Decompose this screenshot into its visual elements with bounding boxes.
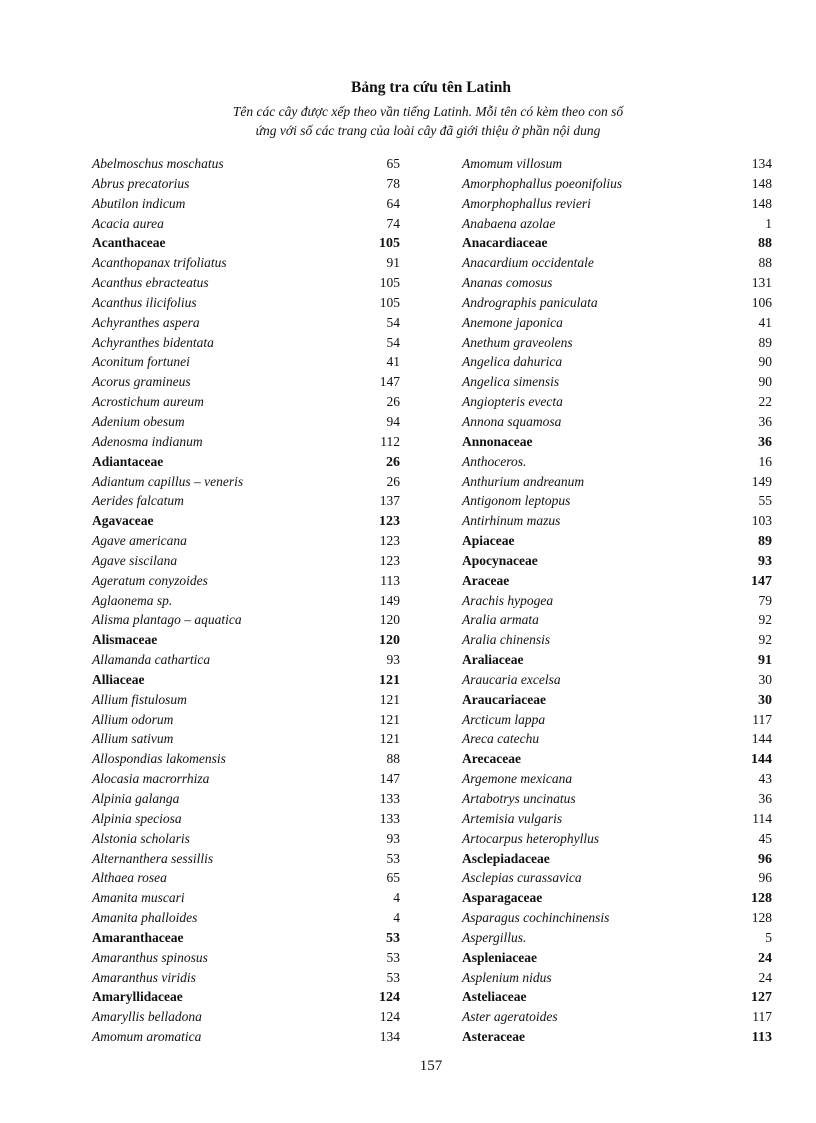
index-entry-family (462, 948, 772, 968)
entry-page: 103 (751, 513, 772, 529)
entry-name: Aster ageratoides (462, 1009, 558, 1025)
index-entry-species (92, 472, 400, 492)
entry-name: Aconitum fortunei (92, 354, 190, 370)
entry-name: Annonaceae (462, 433, 533, 449)
entry-name: Alocasia macrorrhiza (92, 771, 210, 787)
entry-name: Amorphophallus revieri (462, 195, 591, 211)
entry-page: 120 (379, 612, 400, 628)
entry-name: Acrostichum aureum (92, 394, 204, 410)
entry-name: Asplenium nidus (462, 969, 552, 985)
entry-page: 105 (379, 236, 400, 252)
entry-page: 106 (751, 294, 772, 310)
entry-name: Areca catechu (462, 731, 540, 747)
index-entry-species (462, 352, 772, 372)
entry-page: 54 (386, 314, 400, 330)
entry-name: Arachis hypogea (462, 592, 554, 608)
entry-page: 55 (758, 493, 772, 509)
entry-name: Asparagus cochinchinensis (462, 910, 610, 926)
index-entry-species (462, 313, 772, 333)
entry-page: 43 (758, 771, 772, 787)
entry-name: Angelica dahurica (462, 354, 563, 370)
index-entry-species (462, 372, 772, 392)
entry-page: 93 (386, 830, 400, 846)
index-entry-species (462, 392, 772, 412)
entry-name: Amaranthus viridis (92, 969, 196, 985)
index-entry-species (462, 511, 772, 531)
index-entry-species (462, 630, 772, 650)
entry-name: Annona squamosa (462, 413, 562, 429)
entry-page: 88 (386, 751, 400, 767)
index-entry-species (92, 154, 400, 174)
entry-name: Asparagaceae (462, 890, 543, 906)
entry-page: 53 (386, 969, 400, 985)
entry-page: 127 (751, 990, 772, 1006)
entry-name: Adenosma indianum (92, 433, 203, 449)
entry-page: 124 (379, 1009, 400, 1025)
entry-page: 93 (758, 553, 772, 569)
entry-page: 147 (379, 771, 400, 787)
entry-name: Araceae (462, 572, 510, 588)
entry-page: 96 (758, 870, 772, 886)
entry-page: 124 (379, 990, 400, 1006)
entry-name: Amanita phalloides (92, 910, 198, 926)
entry-page: 90 (758, 374, 772, 390)
index-entry-family (92, 511, 400, 531)
entry-page: 53 (386, 949, 400, 965)
entry-name: Abrus precatorius (92, 175, 190, 191)
entry-page: 105 (379, 275, 400, 291)
entry-name: Antirhinum mazus (462, 513, 561, 529)
index-entry-species (92, 591, 400, 611)
index-entry-species (462, 868, 772, 888)
entry-name: Angiopteris evecta (462, 394, 563, 410)
entry-page: 53 (386, 850, 400, 866)
index-entry-species (462, 610, 772, 630)
entry-name: Anacardiaceae (462, 235, 548, 251)
subtitle-line-1: Tên các cây được xếp theo vần tiếng Latinh. Mỗi tên có kèm theo con số (232, 104, 624, 119)
entry-page: 41 (758, 314, 772, 330)
entry-name: Acanthus ebracteatus (92, 275, 209, 291)
index-entry-family (462, 551, 772, 571)
entry-page: 149 (751, 473, 772, 489)
entry-name: Anemone japonica (462, 314, 563, 330)
entry-name: Anacardium occidentale (462, 255, 594, 271)
entry-name: Apocynaceae (462, 552, 538, 568)
entry-name: Artemisia vulgaris (462, 810, 563, 826)
index-entry-species (462, 154, 772, 174)
entry-page: 79 (758, 592, 772, 608)
index-entry-family (462, 987, 772, 1007)
index-entry-family (462, 849, 772, 869)
entry-name: Araucaria excelsa (462, 671, 561, 687)
entry-page: 16 (758, 453, 772, 469)
index-entry-family (462, 432, 772, 452)
entry-name: Amaryllidaceae (92, 989, 183, 1005)
index-entry-family (92, 670, 400, 690)
entry-page: 131 (751, 275, 772, 291)
index-entry-species (462, 253, 772, 273)
entry-page: 36 (758, 791, 772, 806)
entry-name: Agave americana (92, 533, 187, 549)
entry-page: 123 (379, 552, 400, 568)
index-entry-family (462, 233, 772, 253)
entry-page: 26 (386, 454, 400, 470)
entry-page: 36 (758, 413, 772, 429)
entry-name: Althaea rosea (92, 870, 167, 886)
index-entry-species (462, 1007, 772, 1027)
index-entry-species (92, 313, 400, 333)
index-entry-species (92, 809, 400, 829)
index-entry-species (462, 472, 772, 492)
entry-name: Aspergillus. (462, 929, 527, 945)
entry-page: 91 (386, 255, 400, 271)
entry-name: Anabaena azolae (462, 215, 556, 231)
entry-name: Adenium obesum (92, 413, 185, 429)
entry-name: Arcticum lappa (462, 711, 546, 727)
entry-name: Asclepiadaceae (462, 850, 550, 866)
index-entry-species (92, 571, 400, 591)
entry-name: Alpinia speciosa (92, 810, 182, 826)
entry-page: 144 (751, 731, 772, 747)
entry-page: 1 (765, 215, 772, 231)
entry-page: 36 (758, 434, 772, 450)
index-entry-species (92, 372, 400, 392)
entry-page: 117 (752, 711, 772, 727)
entry-page: 133 (379, 810, 400, 826)
entry-page: 65 (386, 870, 400, 886)
entry-page: 113 (751, 1030, 772, 1046)
index-entry-species (462, 293, 772, 313)
index-entry-species (92, 551, 400, 571)
entry-page: 88 (758, 255, 772, 271)
index-entry-species (462, 194, 772, 214)
entry-page: 93 (386, 652, 400, 668)
entry-name: Alstonia scholaris (92, 830, 190, 846)
entry-name: Allium fistulosum (92, 691, 187, 707)
entry-page: 128 (751, 910, 772, 926)
index-entry-species (462, 968, 772, 988)
entry-name: Antigonom leptopus (462, 493, 571, 509)
entry-page: 53 (386, 930, 400, 946)
index-entry-species (462, 829, 772, 849)
entry-page: 64 (386, 195, 400, 211)
index-entry-species (462, 412, 772, 432)
index-entry-species (462, 670, 772, 690)
entry-page: 148 (751, 195, 772, 211)
entry-page: 133 (379, 791, 400, 806)
entry-page: 26 (386, 394, 400, 410)
index-entry-species (92, 908, 400, 928)
entry-name: Alismaceae (92, 632, 158, 648)
entry-page: 45 (758, 830, 772, 846)
entry-page: 4 (393, 890, 400, 906)
index-entry-species (92, 710, 400, 730)
index-entry-species (92, 352, 400, 372)
index-entry-species (92, 531, 400, 551)
index-entry-family (462, 888, 772, 908)
entry-page: 4 (393, 910, 400, 926)
entry-name: Allospondias lakomensis (92, 751, 226, 767)
entry-page: 65 (386, 156, 400, 171)
index-entry-species (92, 789, 400, 809)
page-number: 157 (419, 1058, 443, 1074)
entry-name: Anthurium andreanum (462, 473, 585, 489)
entry-page: 78 (386, 175, 400, 191)
index-column-left (92, 154, 400, 1047)
entry-page: 128 (751, 891, 772, 907)
entry-name: Allamanda cathartica (92, 652, 211, 668)
entry-name: Acanthus ilicifolius (92, 294, 197, 310)
entry-page: 113 (380, 572, 400, 588)
entry-page: 89 (758, 534, 772, 550)
index-entry-family (462, 650, 772, 670)
entry-name: Aerides falcatum (92, 493, 184, 509)
index-entry-species (92, 174, 400, 194)
entry-page: 120 (379, 633, 400, 649)
entry-name: Acanthopanax trifoliatus (92, 255, 227, 271)
entry-name: Alisma plantago – aquatica (92, 612, 242, 628)
index-entry-species (92, 650, 400, 670)
entry-name: Ananas comosus (462, 275, 553, 291)
entry-page: 148 (751, 175, 772, 191)
index-entry-species (92, 749, 400, 769)
entry-name: Acorus gramineus (92, 374, 191, 390)
entry-name: Amorphophallus poeonifolius (462, 175, 623, 191)
entry-page: 90 (758, 354, 772, 370)
index-entry-species (92, 253, 400, 273)
entry-name: Andrographis paniculata (462, 294, 598, 310)
entry-page: 134 (751, 156, 772, 171)
entry-name: Agave siscilana (92, 552, 178, 568)
entry-name: Asteliaceae (462, 989, 527, 1005)
entry-page: 22 (758, 394, 772, 410)
index-entry-family (462, 690, 772, 710)
index-entry-species (92, 273, 400, 293)
index-entry-family (92, 452, 400, 472)
index-entry-species (462, 591, 772, 611)
entry-page: 26 (386, 473, 400, 489)
index-entry-species (92, 690, 400, 710)
index-entry-family (92, 987, 400, 1007)
entry-name: Araucariaceae (462, 691, 546, 707)
page-title: Bảng tra cứu tên Latinh (350, 79, 511, 96)
index-entry-family (462, 749, 772, 769)
index-entry-species (92, 868, 400, 888)
entry-name: Achyranthes bidentata (92, 334, 214, 350)
entry-page: 114 (752, 810, 772, 826)
entry-name: Argemone mexicana (462, 771, 573, 787)
entry-page: 137 (379, 493, 400, 509)
index-entry-species (462, 174, 772, 194)
entry-page: 54 (386, 334, 400, 350)
index-entry-species (92, 968, 400, 988)
index-entry-species (92, 849, 400, 869)
entry-page: 144 (751, 752, 772, 768)
entry-name: Alpinia galanga (92, 791, 180, 806)
entry-name: Anethum graveolens (462, 334, 573, 350)
entry-name: Allium odorum (92, 711, 174, 727)
subtitle-line-2: ứng với số các trang của loài cây đã giới thiệu ở phần nội dung (255, 123, 601, 138)
entry-name: Aralia chinensis (462, 632, 551, 648)
entry-name: Amanita muscari (92, 890, 185, 906)
entry-page: 121 (379, 691, 400, 707)
entry-name: Adiantaceae (92, 453, 164, 469)
entry-name: Achyranthes aspera (92, 314, 200, 330)
index-entry-species (92, 194, 400, 214)
entry-name: Araliaceae (462, 652, 524, 668)
entry-name: Abelmoschus moschatus (92, 156, 224, 171)
entry-page: 89 (758, 334, 772, 350)
index-entry-species (92, 392, 400, 412)
entry-name: Amaranthus spinosus (92, 949, 208, 965)
entry-page: 117 (752, 1009, 772, 1025)
entry-name: Aglaonema sp. (92, 592, 173, 608)
entry-page: 96 (758, 851, 772, 867)
index-column-right (462, 154, 772, 1047)
index-entry-species (462, 908, 772, 928)
index-entry-species (462, 809, 772, 829)
index-entry-species (92, 333, 400, 353)
entry-page: 24 (758, 950, 772, 966)
entry-page: 24 (758, 969, 772, 985)
entry-page: 123 (379, 533, 400, 549)
index-entry-family (92, 928, 400, 948)
entry-name: Apiaceae (462, 533, 515, 549)
index-entry-species (92, 293, 400, 313)
index-entry-species (462, 491, 772, 511)
entry-name: Anthoceros. (462, 453, 527, 469)
index-entry-family (462, 571, 772, 591)
entry-name: Artabotrys uncinatus (462, 791, 576, 806)
index-entry-species (462, 710, 772, 730)
index-entry-species (92, 214, 400, 234)
index-entry-species (92, 829, 400, 849)
entry-name: Acanthaceae (92, 235, 166, 251)
index-entry-family (92, 630, 400, 650)
index-entry-species (92, 769, 400, 789)
entry-name: Amomum aromatica (92, 1029, 202, 1045)
entry-name: Amaranthaceae (92, 929, 184, 945)
index-entry-species (92, 610, 400, 630)
index-entry-species (462, 789, 772, 809)
entry-name: Asteraceae (462, 1029, 525, 1045)
entry-page: 94 (386, 413, 400, 429)
entry-name: Angelica simensis (462, 374, 560, 390)
index-entry-species (92, 1027, 400, 1047)
entry-page: 121 (379, 731, 400, 747)
entry-name: Alternanthera sessillis (92, 850, 214, 866)
entry-name: Ageratum conyzoides (92, 572, 208, 588)
index-entry-family (462, 1027, 772, 1047)
entry-page: 147 (751, 573, 772, 589)
entry-page: 123 (379, 514, 400, 530)
page-subtitle (0, 102, 816, 140)
entry-page: 134 (379, 1029, 400, 1045)
index-entry-family (92, 233, 400, 253)
entry-page: 147 (379, 374, 400, 390)
entry-page: 5 (765, 929, 772, 945)
index-entry-species (462, 729, 772, 749)
index-entry-species (462, 452, 772, 472)
entry-page: 91 (758, 653, 772, 669)
index-entry-species (462, 214, 772, 234)
entry-name: Arecaceae (462, 751, 521, 767)
entry-name: Alliaceae (92, 671, 145, 687)
entry-page: 105 (379, 294, 400, 310)
entry-name: Amomum villosum (462, 156, 563, 171)
index-entry-species (92, 888, 400, 908)
index-entry-species (462, 273, 772, 293)
entry-page: 74 (386, 215, 400, 231)
entry-name: Adiantum capillus – veneris (92, 473, 244, 489)
entry-page: 30 (758, 692, 772, 708)
entry-page: 92 (758, 612, 772, 628)
entry-page: 41 (386, 354, 400, 370)
entry-page: 88 (758, 236, 772, 252)
entry-name: Allium sativum (92, 731, 174, 747)
index-entry-species (92, 729, 400, 749)
index-entry-species (92, 1007, 400, 1027)
entry-name: Abutilon indicum (92, 195, 186, 211)
index-entry-species (92, 948, 400, 968)
entry-page: 112 (380, 433, 400, 449)
index-entry-family (462, 531, 772, 551)
entry-page: 149 (379, 592, 400, 608)
index-entry-species (462, 333, 772, 353)
index-entry-species (92, 412, 400, 432)
entry-name: Aralia armata (462, 612, 539, 628)
entry-page: 92 (758, 632, 772, 648)
index-entry-species (92, 432, 400, 452)
index-entry-species (462, 769, 772, 789)
entry-name: Artocarpus heterophyllus (462, 830, 600, 846)
entry-name: Aspleniaceae (462, 949, 537, 965)
entry-page: 121 (379, 711, 400, 727)
entry-name: Asclepias curassavica (462, 870, 582, 886)
entry-page: 121 (379, 672, 400, 688)
entry-name: Acacia aurea (92, 215, 164, 231)
entry-name: Agavaceae (92, 513, 154, 529)
index-entry-species (462, 928, 772, 948)
entry-page: 30 (758, 671, 772, 687)
index-entry-species (92, 491, 400, 511)
entry-name: Amaryllis belladona (92, 1009, 202, 1025)
